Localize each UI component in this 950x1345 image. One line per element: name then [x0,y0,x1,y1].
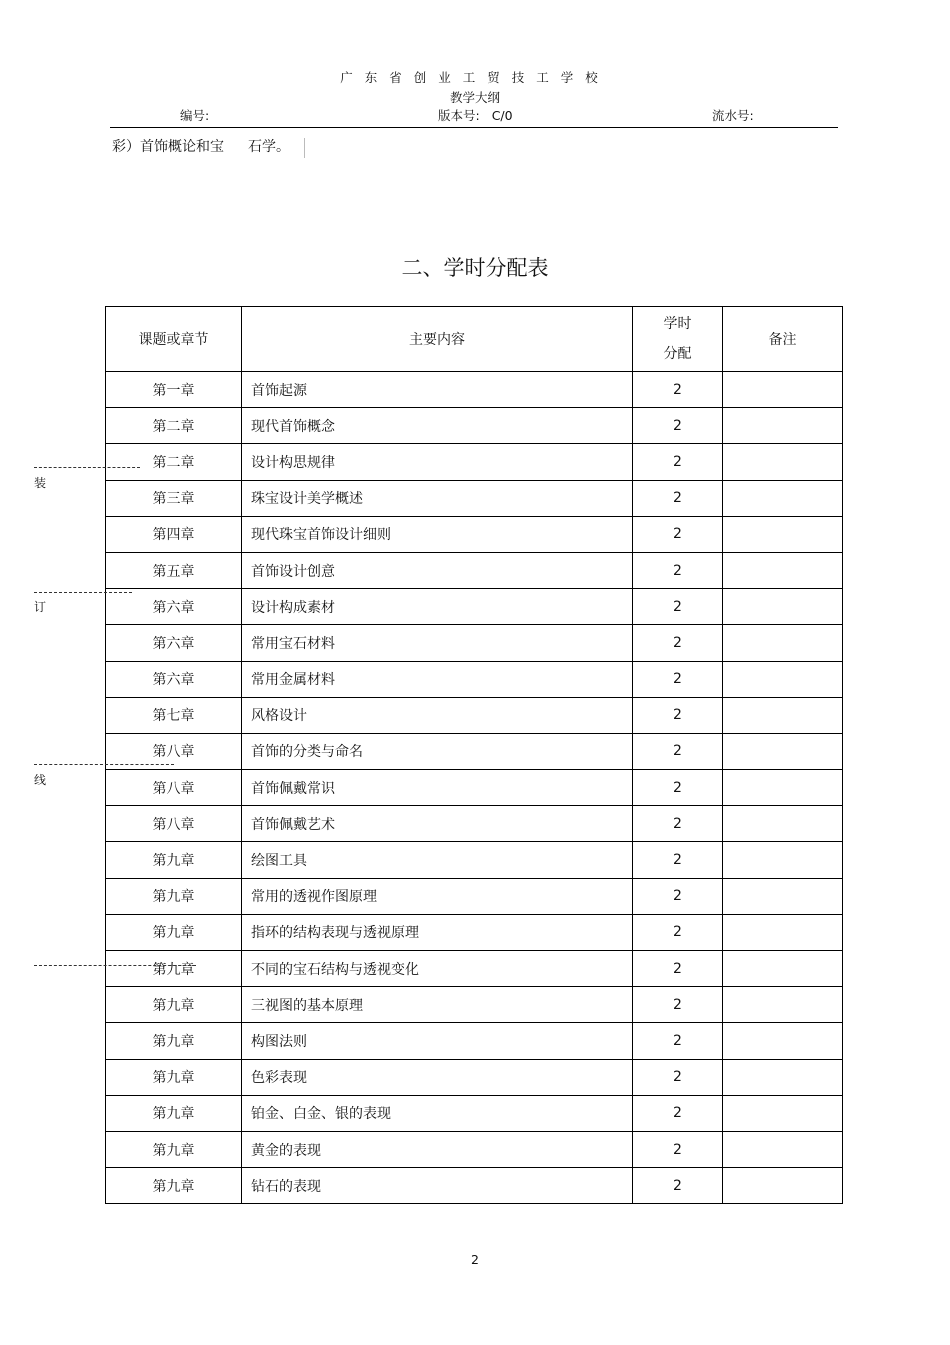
intro-line [112,136,290,156]
hours-cell: 2 [633,1131,723,1167]
chapter-cell: 第六章 [106,625,242,661]
chapter-cell: 第九章 [106,878,242,914]
chapter-cell: 第六章 [106,589,242,625]
hours-cell: 2 [633,733,723,769]
content-cell: 黄金的表现 [242,1131,633,1167]
table-row [106,987,843,1023]
content-cell: 首饰佩戴艺术 [242,806,633,842]
intro-text-b: 石学。 [248,139,290,155]
notes-cell [723,552,843,588]
table-row [106,661,843,697]
table-row [106,1131,843,1167]
notes-cell [723,914,843,950]
hours-cell: 2 [633,770,723,806]
notes-cell [723,878,843,914]
hours-cell: 2 [633,951,723,987]
hours-cell: 2 [633,552,723,588]
hours-cell: 2 [633,408,723,444]
table-row [106,552,843,588]
content-cell: 常用的透视作图原理 [242,878,633,914]
table-row [106,697,843,733]
notes-cell [723,408,843,444]
table-row [106,1023,843,1059]
content-cell: 风格设计 [242,697,633,733]
header-content: 主要内容 [242,307,633,372]
serial-label: 流水号: [712,108,754,123]
content-cell: 不同的宝石结构与透视变化 [242,951,633,987]
intro-prefix: 彩） [112,139,140,155]
hours-cell: 2 [633,987,723,1023]
hours-cell: 2 [633,1168,723,1204]
notes-cell [723,625,843,661]
chapter-cell: 第九章 [106,1131,242,1167]
table-row [106,1059,843,1095]
intro-divider [304,138,305,158]
intro-text-a: 首饰概论和宝 [140,139,224,155]
header-rule [110,127,838,128]
hours-allocation-table [105,306,843,1204]
school-name: 广东省创业工贸技工学校 [340,70,610,85]
binding-mark-zhuang: 装 [34,476,47,490]
content-cell: 首饰佩戴常识 [242,770,633,806]
table-row [106,878,843,914]
table-row [106,770,843,806]
table-row [106,372,843,408]
table-row [106,625,843,661]
chapter-cell: 第八章 [106,733,242,769]
notes-cell [723,444,843,480]
chapter-cell: 第九章 [106,951,242,987]
document-type: 教学大纲 [449,90,500,105]
notes-cell [723,1095,843,1131]
header-chapter: 课题或章节 [106,307,242,372]
content-cell: 现代首饰概念 [242,408,633,444]
table-row [106,516,843,552]
content-cell: 常用金属材料 [242,661,633,697]
notes-cell [723,589,843,625]
chapter-cell: 第三章 [106,480,242,516]
table-row [106,806,843,842]
notes-cell [723,1168,843,1204]
hours-cell: 2 [633,480,723,516]
content-cell: 钻石的表现 [242,1168,633,1204]
hours-cell: 2 [633,878,723,914]
notes-cell [723,770,843,806]
hours-cell: 2 [633,661,723,697]
content-cell: 构图法则 [242,1023,633,1059]
section-title: 二、学时分配表 [401,256,549,280]
hours-cell: 2 [633,1059,723,1095]
content-cell: 设计构成素材 [242,589,633,625]
notes-cell [723,661,843,697]
content-cell: 三视图的基本原理 [242,987,633,1023]
table-row [106,480,843,516]
table-row [106,951,843,987]
chapter-cell: 第五章 [106,552,242,588]
hours-cell: 2 [633,516,723,552]
content-cell: 设计构思规律 [242,444,633,480]
header-notes: 备注 [723,307,843,372]
table-body [106,372,843,1204]
table-row [106,444,843,480]
notes-cell [723,516,843,552]
table-row [106,733,843,769]
notes-cell [723,697,843,733]
table-row [106,914,843,950]
header-hours-line1: 学时 [663,316,692,332]
binding-mark-ding: 订 [34,600,47,614]
hours-cell: 2 [633,372,723,408]
table-row [106,842,843,878]
binding-dash-line [34,592,132,593]
content-cell: 首饰的分类与命名 [242,733,633,769]
content-cell: 珠宝设计美学概述 [242,480,633,516]
version-field [438,106,513,124]
content-cell: 色彩表现 [242,1059,633,1095]
content-cell: 首饰起源 [242,372,633,408]
version-label: 版本号: [438,108,480,123]
chapter-cell: 第九章 [106,1059,242,1095]
table-row [106,1095,843,1131]
chapter-cell: 第七章 [106,697,242,733]
chapter-cell: 第九章 [106,1168,242,1204]
notes-cell [723,372,843,408]
content-cell: 首饰设计创意 [242,552,633,588]
notes-cell [723,987,843,1023]
hours-cell: 2 [633,806,723,842]
binding-dash-line [34,764,174,765]
hours-cell: 2 [633,1023,723,1059]
chapter-cell: 第九章 [106,1023,242,1059]
chapter-cell: 第八章 [106,770,242,806]
table-row [106,589,843,625]
content-cell: 指环的结构表现与透视原理 [242,914,633,950]
notes-cell [723,1023,843,1059]
binding-mark-xian: 线 [34,773,47,787]
hours-cell: 2 [633,589,723,625]
chapter-cell: 第九章 [106,987,242,1023]
content-cell: 常用宝石材料 [242,625,633,661]
hours-cell: 2 [633,842,723,878]
hours-cell: 2 [633,625,723,661]
notes-cell [723,951,843,987]
notes-cell [723,806,843,842]
hours-cell: 2 [633,914,723,950]
notes-cell [723,480,843,516]
hours-cell: 2 [633,444,723,480]
chapter-cell: 第二章 [106,408,242,444]
chapter-cell: 第九章 [106,914,242,950]
notes-cell [723,733,843,769]
binding-dash-line [34,467,140,468]
page-number: 2 [471,1252,479,1267]
binding-dash-line [34,965,196,966]
content-cell: 现代珠宝首饰设计细则 [242,516,633,552]
hours-cell: 2 [633,1095,723,1131]
content-cell: 铂金、白金、银的表现 [242,1095,633,1131]
header-hours-line2: 分配 [663,346,692,362]
table-row [106,408,843,444]
chapter-cell: 第一章 [106,372,242,408]
content-cell: 绘图工具 [242,842,633,878]
chapter-cell: 第九章 [106,1095,242,1131]
notes-cell [723,842,843,878]
chapter-cell: 第四章 [106,516,242,552]
chapter-cell: 第八章 [106,806,242,842]
chapter-cell: 第九章 [106,842,242,878]
table-row [106,1168,843,1204]
notes-cell [723,1131,843,1167]
notes-cell [723,1059,843,1095]
hours-cell: 2 [633,697,723,733]
version-value: C/0 [491,108,513,123]
chapter-cell: 第六章 [106,661,242,697]
chapter-cell: 第二章 [106,444,242,480]
table-header-row [106,307,843,372]
header-hours [633,307,723,372]
number-label: 编号: [180,108,210,123]
